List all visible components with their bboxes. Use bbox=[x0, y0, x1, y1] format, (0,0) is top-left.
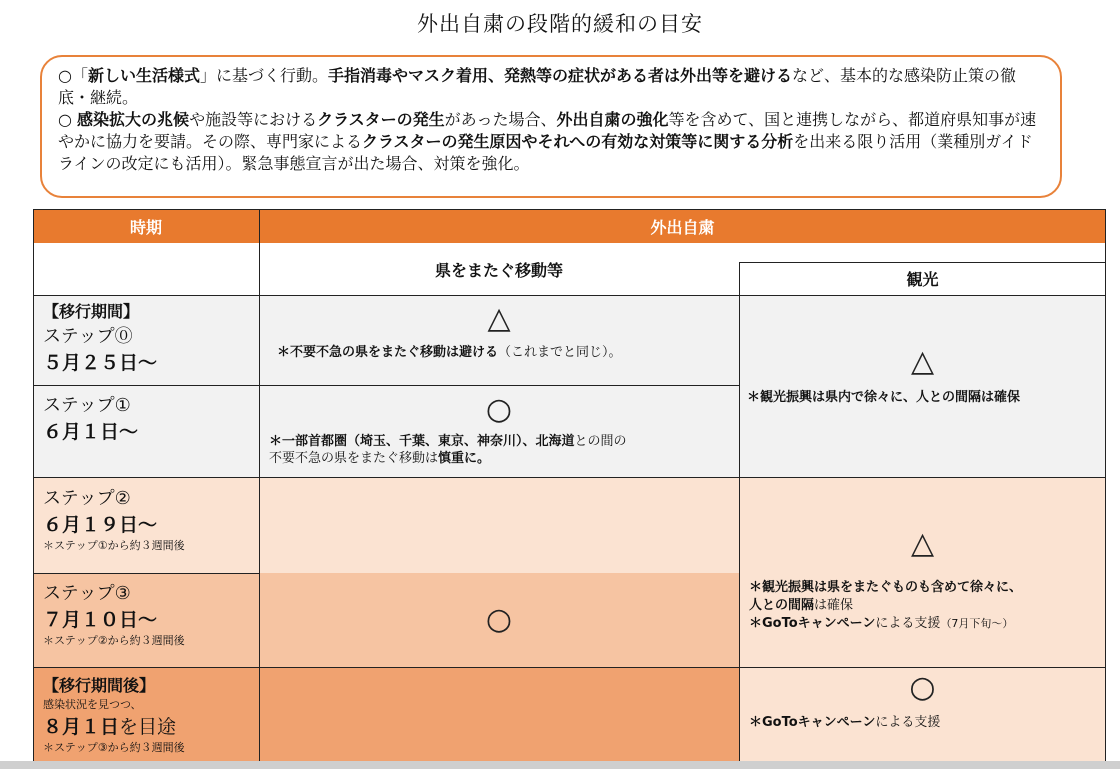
tourism-r4-goto: ＊GoToキャンペーン bbox=[749, 715, 876, 730]
note-paragraph-1 bbox=[58, 65, 1044, 109]
tourism-r3-secured: は確保 bbox=[814, 598, 854, 613]
transition-period-label: 【移行期間】 bbox=[43, 302, 140, 321]
bottom-bar bbox=[0, 761, 1120, 769]
step1-date: ６月１日〜 bbox=[43, 421, 139, 443]
cross-r1-circle: ○ bbox=[485, 392, 513, 427]
step1-label: ステップ① bbox=[43, 395, 131, 416]
subheader-cross-prefecture: 県をまたぐ移動等 bbox=[434, 260, 563, 280]
tourism-r0-text: ＊観光振興は県内で徐々に、人との間隔は確保 bbox=[747, 390, 1021, 405]
tourism-r4-circle: ○ bbox=[909, 670, 936, 705]
cross-r0-text bbox=[277, 341, 737, 360]
np2-segment: や施設等における bbox=[189, 110, 318, 129]
cross-r0-rest: （これまでと同じ）。 bbox=[498, 345, 622, 360]
tourism-r3-support: による支援 bbox=[875, 616, 941, 631]
cross-r0-bold: ＊不要不急の県をまたぐ移動は避ける bbox=[277, 345, 499, 360]
tourism-r3-goto: ＊GoToキャンペーン bbox=[749, 616, 876, 631]
period-r1 bbox=[43, 391, 253, 444]
tourism-r4-text bbox=[749, 711, 1103, 730]
cross-r0-triangle: △ bbox=[487, 301, 511, 336]
np1-segment: 」に基づく行動。 bbox=[199, 66, 328, 85]
np2-segment: 感染拡大の兆候 bbox=[77, 110, 190, 129]
subheader-tourism: 観光 bbox=[906, 270, 939, 289]
cross-r1-c: 不要不急の県をまたぐ移動は bbox=[269, 451, 439, 466]
guideline-note-box bbox=[40, 55, 1062, 198]
post-transition-date: ８月１日 bbox=[43, 716, 120, 738]
tourism-r4-support: による支援 bbox=[875, 715, 941, 730]
subheader-blank bbox=[33, 243, 259, 295]
cross-r3-circle: ○ bbox=[485, 602, 513, 637]
post-transition-label: 【移行期間後】 bbox=[43, 676, 156, 695]
tourism-r3-text bbox=[749, 579, 1103, 633]
np1-segment: ○「 bbox=[58, 66, 88, 85]
np2-segment: を出来る限り活用（業種別ガイドラインの改定にも活用）。緊急事態宣言が出た場合、対策を強化。 bbox=[58, 132, 1033, 173]
step3-date: ７月１０日〜 bbox=[43, 609, 158, 631]
cross-r1-bold-a: ＊一部首都圏（埼玉、千葉、東京、神奈川）、北海道 bbox=[269, 434, 575, 449]
cross-r1-bold-d: 慎重に。 bbox=[438, 451, 491, 466]
step2-label: ステップ② bbox=[43, 488, 131, 509]
step0-label: ステップ⓪ bbox=[43, 326, 133, 347]
tourism-r0-triangle: △ bbox=[910, 344, 935, 379]
tourism-r3-line1: ＊観光振興は県をまたぐものも含めて徐々に、 bbox=[749, 580, 1023, 595]
note-paragraph-2 bbox=[58, 109, 1044, 175]
period-r0 bbox=[43, 299, 253, 375]
post-transition-note: ＊ステップ③から約３週間後 bbox=[43, 741, 185, 754]
np2-segment: 等を含めて、国と連携しながら、都道府県知事が速やかに協力を要請。その際、専門家による bbox=[58, 110, 1037, 151]
period-r3 bbox=[43, 579, 253, 648]
np2-segment: クラスターの発生 bbox=[317, 110, 445, 129]
tourism-r3-interval: 人との間隔 bbox=[749, 598, 815, 613]
np2-segment: ○ bbox=[58, 110, 78, 129]
step3-note: ＊ステップ②から約３週間後 bbox=[43, 634, 185, 647]
np2-segment: クラスターの発生原因やそれへの有効な対策等に関する分析 bbox=[362, 132, 794, 151]
np2-segment: 外出自粛の強化 bbox=[556, 110, 669, 129]
step2-note: ＊ステップ①から約３週間後 bbox=[43, 539, 185, 552]
post-transition-target: を目途 bbox=[119, 716, 177, 738]
header-period: 時期 bbox=[33, 209, 259, 243]
tourism-r3-late-july: （7月下旬〜） bbox=[940, 617, 1014, 630]
header-outing-restraint: 外出自粛 bbox=[259, 209, 1106, 243]
step2-date: ６月１９日〜 bbox=[43, 514, 158, 536]
period-r4 bbox=[43, 673, 253, 755]
relaxation-table bbox=[33, 209, 1106, 761]
step0-date: ５月２５日〜 bbox=[43, 352, 158, 374]
tourism-r2-triangle: △ bbox=[910, 526, 935, 561]
np1-segment: 手指消毒やマスク着用、発熱等の症状がある者は外出等を避ける bbox=[328, 66, 793, 85]
period-r2 bbox=[43, 484, 253, 553]
np1-segment: など、基本的な感染防止策の徹底・継続。 bbox=[58, 66, 1017, 107]
step3-label: ステップ③ bbox=[43, 583, 131, 604]
cross-r1-b: との間の bbox=[574, 434, 627, 449]
page-title: 外出自粛の段階的緩和の目安 bbox=[417, 12, 703, 36]
np2-segment: があった場合、 bbox=[444, 110, 557, 129]
np1-segment: 新しい生活様式 bbox=[87, 66, 200, 85]
cross-r1-text bbox=[269, 433, 737, 467]
post-transition-sub: 感染状況を見つつ、 bbox=[43, 698, 142, 711]
